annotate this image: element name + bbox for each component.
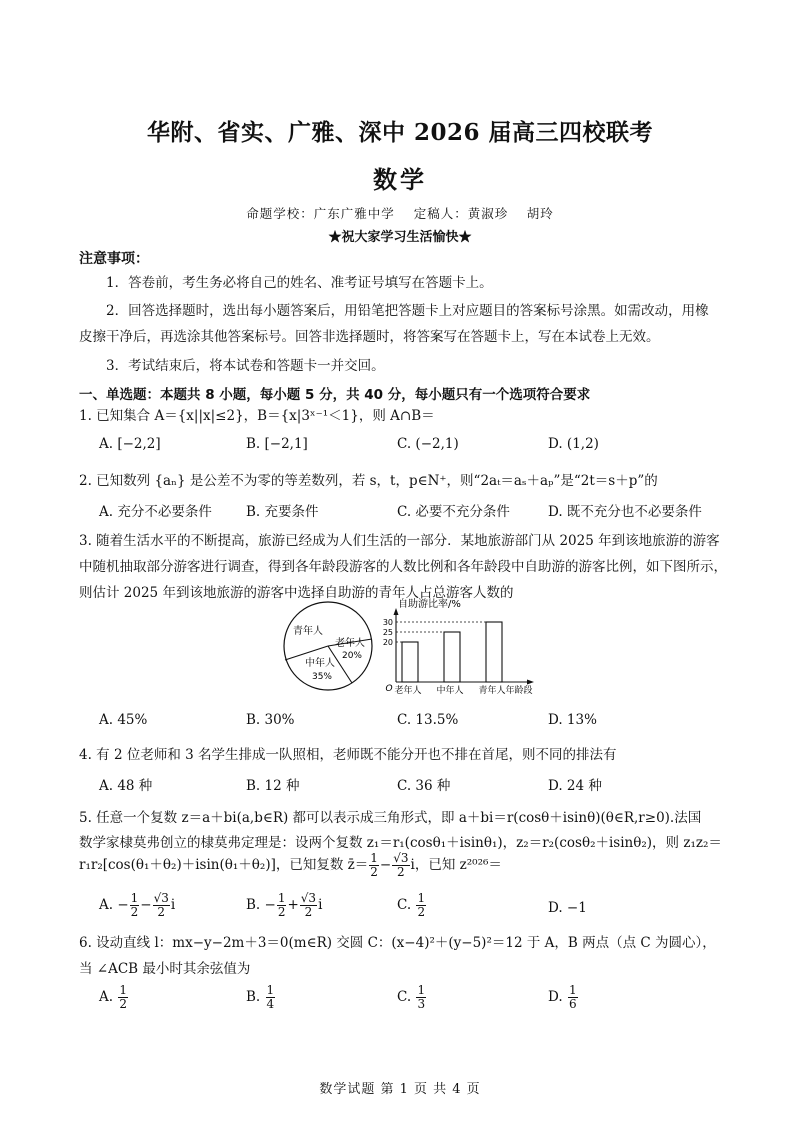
origin-label: O xyxy=(385,684,393,694)
option-d: D. −1 xyxy=(548,900,587,916)
option-a: A. − $\frac{1}{2}$ − $\frac{√3}{2}$ i xyxy=(99,891,176,919)
option-b: B. 12 种 xyxy=(246,778,300,794)
bar-ylabel: 自助游比率/% xyxy=(398,599,461,610)
question-3-stem: 3. 随着生活水平的不断提高，旅游已经成为人们生活的一部分．某地旅游部门从 2025 年到该地旅游的游客中随机抽取部分游客进行调查，得到各年龄段游客的人数比例和各年龄段中自助游的游客比例，如下图所示，则估计 2025 年到该地旅游的游客中选择自助游的青年人占总游客人数的 xyxy=(79,533,727,601)
exam-title: 华附、省实、广雅、深中 2026 届高三四校联考 xyxy=(146,119,654,146)
bar-老年人 xyxy=(402,642,418,682)
subject-title: 数学 xyxy=(373,165,427,194)
question-5-options xyxy=(99,892,719,926)
option-c: C. 必要不充分条件 xyxy=(397,504,510,520)
x-tick-label: 老年人 xyxy=(394,686,422,696)
fraction-sqrt3-half: $\frac{√3}{2}$ xyxy=(393,851,409,879)
bar-xlabel: 年龄段 xyxy=(505,686,533,696)
question-5-line-3a: r₁r₂[cos(θ₁＋θ₂)＋isin(θ₁＋θ₂)]，已知复数 z̄＝ xyxy=(79,857,369,873)
question-4-stem: 4. 有 2 位老师和 3 名学生排成一队照相，老师既不能分开也不排在首尾，则不同的排法有 xyxy=(79,747,617,763)
bar-中年人 xyxy=(444,632,460,682)
option-d: D. 24 种 xyxy=(548,778,602,794)
question-5-line-3b: ，已知 z²⁰²⁶＝ xyxy=(414,857,502,873)
question-1-stem: 1. 已知集合 A＝{x||x|≤2}，B＝{x|3ˣ⁻¹＜1}，则 A∩B＝ xyxy=(79,408,435,424)
x-axis-arrow xyxy=(527,680,534,685)
question-6-options xyxy=(99,984,719,1018)
option-c: C. 36 种 xyxy=(397,778,451,794)
pie-label-middle: 中年人 xyxy=(305,658,335,669)
question-2-stem: 2. 已知数列 {aₙ} 是公差不为零的等差数列，若 s，t，p∈N⁺，则“2aₜ＝aₛ＋aₚ”是“2t＝s＋p”的 xyxy=(79,473,658,489)
option-b: B. 30% xyxy=(246,712,295,728)
x-tick-label: 青年人 xyxy=(478,686,506,696)
notes-title: 注意事项： xyxy=(79,251,149,267)
question-3-options xyxy=(99,712,719,734)
option-a: A. 48 种 xyxy=(99,778,153,794)
exam-school: 命题学校：广东广雅中学 xyxy=(246,206,395,221)
option-a: A. 45% xyxy=(99,712,148,728)
question-4-options xyxy=(99,774,719,796)
option-d: D. 既不充分也不必要条件 xyxy=(548,504,702,520)
question-2-options xyxy=(99,500,719,522)
wish-line: ★祝大家学习生活愉快★ xyxy=(328,230,472,245)
option-a: A. $\frac{1}{2}$ xyxy=(99,983,127,1011)
option-c: C. $\frac{1}{3}$ xyxy=(397,983,426,1011)
y-tick-label: 20 xyxy=(382,638,393,647)
age-ratio-pie-chart xyxy=(280,598,380,694)
note-3: 3．考试结束后，将本试卷和答题卡一并交回。 xyxy=(106,358,385,374)
section-heading: 一、单选题：本题共 8 小题，每小题 5 分，共 40 分，每小题只有一个选项符合要求 xyxy=(79,387,591,403)
option-d: D. 13% xyxy=(548,712,597,728)
question-5-line-2: 数学家棣莫弗创立的棣莫弗定理是：设两个复数 z₁＝r₁(cosθ₁＋isinθ₁)，z₂＝r₂(cosθ₂＋isinθ₂)，则 z₁z₂＝ xyxy=(79,835,722,851)
option-b: B. − $\frac{1}{2}$ + $\frac{√3}{2}$ i xyxy=(246,891,323,919)
option-a: A. 充分不必要条件 xyxy=(99,504,212,520)
option-b: B. 充要条件 xyxy=(246,504,319,520)
exam-reviewers: 定稿人：黄淑珍 胡玲 xyxy=(413,206,554,221)
x-tick-label: 中年人 xyxy=(436,686,464,696)
question-6-stem: 6. 设动直线 l：mx−y−2m＋3＝0(m∈R) 交圆 C：(x−4)²＋(y−5)²＝12 于 A，B 两点（点 C 为圆心），当 ∠ACB 最小时其余弦值为 xyxy=(79,935,716,977)
page-footer: 数学试题 第 1 页 共 4 页 xyxy=(319,1082,481,1097)
self-travel-bar-chart xyxy=(378,596,538,700)
option-a: A. [−2,2] xyxy=(99,436,161,452)
pie-label-middle-pct: 35% xyxy=(311,672,333,682)
note-2: 2．回答选择题时，选出每小题答案后，用铅笔把答题卡上对应题目的答案标号涂黑。如需改动，用橡皮擦干净后，再选涂其他答案标号。回答非选择题时，将答案写在答题卡上，写在本试卷上无效。 xyxy=(79,303,709,345)
option-c: C. $\frac{1}{2}$ xyxy=(397,891,426,919)
fraction-half: $\frac{1}{2}$ xyxy=(370,851,378,879)
option-c: C. 13.5% xyxy=(397,712,459,728)
option-b: B. $\frac{1}{4}$ xyxy=(246,983,275,1011)
pie-label-elderly: 老年人 xyxy=(335,638,365,649)
pie-label-youth: 青年人 xyxy=(293,626,323,637)
option-c: C. (−2,1) xyxy=(397,436,459,452)
y-tick-label: 25 xyxy=(382,628,393,637)
question-1-options xyxy=(99,436,719,458)
pie-label-elderly-pct: 20% xyxy=(341,651,363,661)
question-5-line-1: 5. 任意一个复数 z＝a＋bi(a,b∈R) 都可以表示成三角形式，即 a＋bi＝r(cosθ＋isinθ)(θ∈R,r≥0).法国 xyxy=(79,810,702,826)
bar-青年人 xyxy=(486,622,502,682)
y-tick-label: 30 xyxy=(382,618,393,627)
option-d: D. $\frac{1}{6}$ xyxy=(548,983,577,1011)
note-1: 1．答卷前，考生务必将自己的姓名、准考证号填写在答题卡上。 xyxy=(106,275,493,291)
exam-meta xyxy=(0,204,800,222)
option-b: B. [−2,1] xyxy=(246,436,308,452)
question-5-line-3: r₁r₂[cos(θ₁＋θ₂)＋isin(θ₁＋θ₂)]，已知复数 z̄＝ $\frac{1}{2}$ − $\frac{√3}{2}$ i，已知 z²⁰²⁶＝ xyxy=(79,851,502,879)
option-d: D. (1,2) xyxy=(548,436,599,452)
